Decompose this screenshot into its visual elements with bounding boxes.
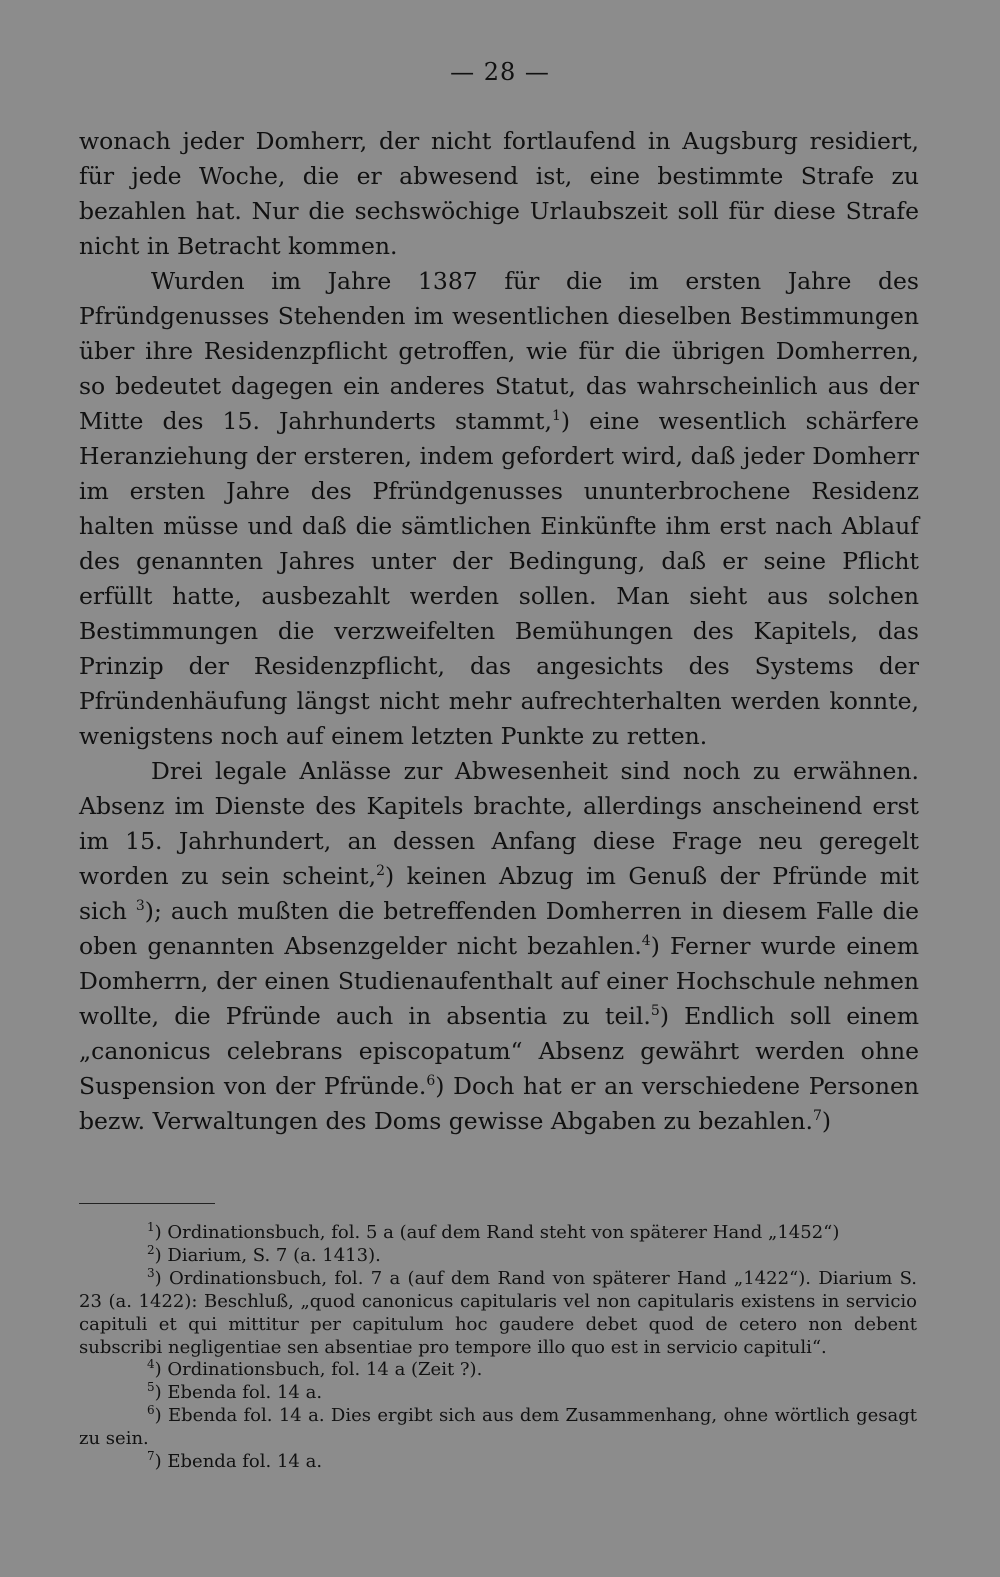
- footnote-5: [79, 1382, 917, 1405]
- footnote-text: ) Ordinationsbuch, fol. 5 a (auf dem Rand steht von späterer Hand „1452“): [154, 1222, 840, 1243]
- footnote-2: [79, 1242, 917, 1268]
- text-run: Drei legale Anlässe zur Abwesenheit sind noch zu erwähnen. Absenz im Dienste des Kapitels brachte, allerdings anscheinend erst im 15. Jahrhundert, an dessen Anfang diese Frage neu geregelt worden zu sein scheint,: [79, 757, 919, 890]
- footnote-mark: 1: [147, 1220, 155, 1234]
- footnote-3: [79, 1265, 917, 1360]
- footnote-text: ) Ebenda fol. 14 a. Dies ergibt sich aus dem Zusammenhang, ohne wörtlich gesagt zu sein.: [79, 1405, 917, 1450]
- footnote-text: ) Ordinationsbuch, fol. 7 a (auf dem Rand von späterer Hand „1422“). Diarium S. 23 (a. 1422): Beschluß, „quod canonicus capitularis vel non capitularis existens in servicio capituli et qui mittitur per capitulum hoc gaudere debet quod de cetero non debent subscribi negligentiae sen absentiae pro tempore illo quo est in servicio capituli“.: [79, 1267, 917, 1358]
- footnote-separator: [79, 1203, 215, 1204]
- text-run: ) eine wesentlich schärfere Heranziehung der ersteren, indem gefordert wird, daß jeder Domherr im ersten Jahre des Pfründgenusses ununterbrochene Residenz halten müsse und daß die sämtlichen Einkünfte ihm erst nach Ablauf des genannten Jahres unter der Bedingung, daß er seine Pflicht erfüllt hatte, ausbezahlt werden sollen. Man sieht aus solchen Bestimmungen die verzweifelten Bemühungen des Kapitels, das Prinzip der Residenzpflicht, das angesichts des Systems der Pfründenhäufung längst nicht mehr aufrechterhalten werden konnte, wenigstens noch auf einem letzten Punkte zu retten.: [79, 407, 919, 750]
- footnote-ref-3: 3: [135, 898, 145, 915]
- footnote-mark: 6: [147, 1403, 155, 1418]
- footnote-mark: 5: [147, 1380, 155, 1395]
- text-run: ) Doch hat er an verschiedene Personen bezw. Verwaltungen des Doms gewisse Abgaben zu bezahlen.: [79, 1072, 920, 1135]
- paragraph-1: [79, 124, 919, 264]
- footnote-text: ) Ebenda fol. 14 a.: [154, 1451, 323, 1473]
- footnote-text: ) Ebenda fol. 14 a.: [154, 1382, 323, 1404]
- footnote-4: [79, 1359, 917, 1382]
- footnote-mark: 7: [147, 1449, 155, 1464]
- text-run: Wurden im Jahre 1387 für die im ersten Jahre des Pfründgenusses Stehenden im wesentlichen dieselben Bestimmungen über ihre Residenzpflicht getroffen, wie für die übrigen Domherren, so bedeutet dagegen ein anderes Statut, das wahrscheinlich aus der Mitte des 15. Jahrhunderts stammt,: [79, 267, 919, 435]
- paragraph-2: [79, 264, 919, 754]
- footnote-ref-4: 4: [641, 933, 651, 950]
- text-run: ) keinen Abzug im Genuß der Pfründe mit sich: [79, 862, 919, 925]
- footnote-ref-1: 1: [551, 408, 561, 425]
- footnote-mark: 2: [147, 1242, 155, 1257]
- footnote-text: ) Ordinationsbuch, fol. 14 a (Zeit ?).: [154, 1359, 483, 1381]
- footnotes: [79, 1222, 917, 1474]
- footnote-text: ) Diarium, S. 7 (a. 1413).: [154, 1244, 381, 1266]
- text-run: ); auch mußten die betreffenden Domherren in diesem Falle die oben genannten Absenzgelder nicht bezahlen.: [79, 897, 919, 960]
- footnote-7: [79, 1451, 917, 1474]
- text-run: ) Ferner wurde einem Domherrn, der einen Studienaufenthalt auf einer Hochschule nehmen wollte, die Pfründe auch in absentia zu teil.: [79, 932, 919, 1030]
- body-text: [79, 124, 919, 1139]
- page-number: — 28 —: [450, 58, 550, 86]
- text-run: wonach jeder Domherr, der nicht fortlaufend in Augsburg residiert, für jede Woche, die er abwesend ist, eine bestimmte Strafe zu bezahlen hat. Nur die sechswöchige Urlaubszeit soll für diese Strafe nicht in Betracht kommen.: [79, 127, 919, 260]
- footnote-ref-6: 6: [426, 1073, 436, 1090]
- footnote-ref-5: 5: [650, 1003, 660, 1020]
- footnote-ref-7: 7: [812, 1108, 822, 1125]
- footnote-mark: 3: [147, 1265, 155, 1280]
- text-run: ) Endlich soll einem „canonicus celebrans episcopatum“ Absenz gewährt werden ohne Suspension von der Pfründe.: [79, 1002, 919, 1100]
- footnote-ref-2: 2: [376, 863, 385, 880]
- footnote-mark: 4: [147, 1357, 155, 1372]
- footnote-6: [79, 1405, 917, 1451]
- footnote-1: [79, 1222, 917, 1245]
- text-run: ): [821, 1107, 832, 1135]
- paragraph-3: [79, 754, 919, 1139]
